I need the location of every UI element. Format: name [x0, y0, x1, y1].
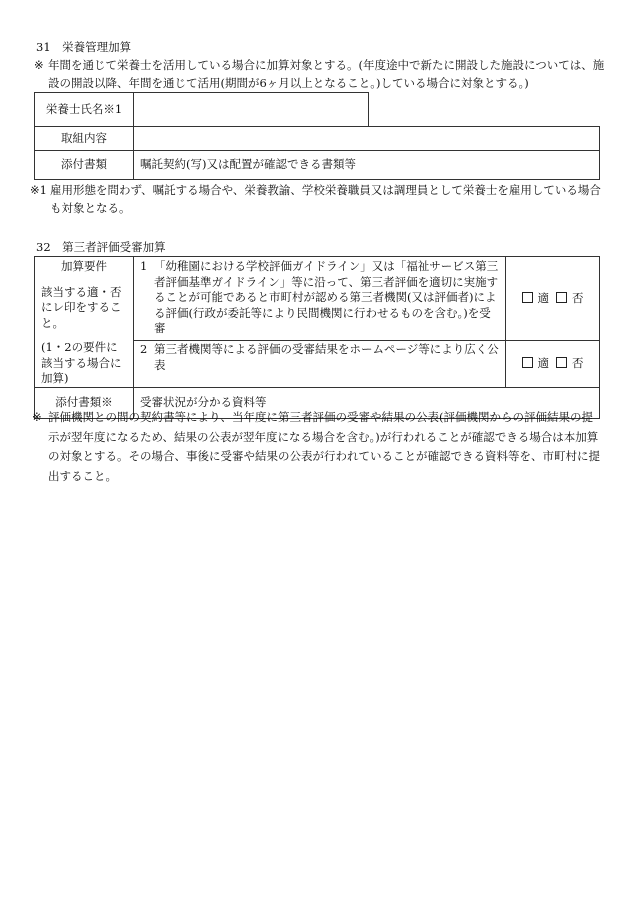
- requirement-title: 加算要件: [61, 259, 107, 273]
- nutritionist-name-label: 栄養士氏名※1: [35, 93, 134, 127]
- section-31-note-text: 年間を通じて栄養士を活用している場合に加算対象とする。(年度途中で新たに開設した施設については、施設の開設以降、年間を通じて活用(期間が6ヶ月以上となること。)している場合に対象とする。): [48, 58, 605, 90]
- requirement-1-cell: [134, 257, 506, 341]
- section-32-note-text: 評価機関との間の契約書等により、当年度に第三者評価の受審や結果の公表(評価機関からの評価結果の提示が翌年度になるため、結果の公表が翌年度になる場合を含む。)が行われることが確認できる場合は本加算の対象とする。その場合、事後に受審や結果の公表が行われていることが確認できる資料等を、市町村に提出すること。: [48, 410, 600, 483]
- attachment-value: 嘱託契約(写)又は配置が確認できる書類等: [134, 151, 600, 180]
- requirement-2-yes-checkbox[interactable]: [522, 357, 533, 368]
- requirement-1: [140, 259, 499, 337]
- requirement-1-no-checkbox[interactable]: [556, 292, 567, 303]
- requirement-1-check: [506, 257, 600, 341]
- initiative-label: 取組内容: [35, 127, 134, 151]
- requirement-1-no-label: 否: [572, 290, 584, 305]
- section-31-heading: 31 栄養管理加算: [36, 40, 132, 54]
- requirement-2-check: [506, 341, 600, 387]
- section-31-note: [34, 56, 606, 92]
- section-32-heading: 32 第三者評価受審加算: [36, 240, 166, 254]
- requirement-2-number: 2: [140, 342, 148, 357]
- initiative-field[interactable]: [134, 127, 600, 151]
- requirement-1-yes-checkbox[interactable]: [522, 292, 533, 303]
- requirement-2-no-label: 否: [572, 356, 584, 371]
- empty-cell: [369, 93, 600, 127]
- section-31-footnote: [30, 181, 604, 217]
- note-mark: ※: [34, 58, 44, 72]
- third-party-table: [34, 256, 600, 419]
- requirement-1-number: 1: [140, 259, 148, 273]
- requirement-2-yes-label: 適: [537, 356, 549, 371]
- requirement-1-yes-label: 適: [537, 290, 549, 305]
- attachment-label-32: 添付書類※: [35, 387, 134, 418]
- nutrition-table: [34, 92, 600, 180]
- requirement-2: [140, 342, 499, 373]
- nutritionist-name-field[interactable]: [134, 93, 369, 127]
- requirement-2-cell: [134, 341, 506, 387]
- note-mark-32: ※: [32, 410, 42, 424]
- requirement-instruction: 該当する適・否にレ印をすること。: [41, 284, 122, 330]
- requirement-2-no-checkbox[interactable]: [556, 357, 567, 368]
- footnote-mark: ※1: [30, 183, 47, 197]
- requirement-1-text: 「幼稚園における学校評価ガイドライン」又は「福祉サービス第三者評価基準ガイドライン」等に沿って、第三者評価を適切に実施することが可能であると市町村が認める第三者機関(又は評価者)による評価(行政が委託等により民間機関に行わせるものを含む。)を受審: [154, 259, 499, 335]
- requirement-condition: (1・2の要件に該当する場合に加算): [41, 340, 122, 385]
- requirement-label-cell: [35, 257, 134, 388]
- attachment-value-32: 受審状況が分かる資料等: [134, 387, 600, 418]
- section-31-footnote-text: 雇用形態を問わず、嘱託する場合や、栄養教諭、学校栄養職員又は調理員として栄養士を雇用している場合も対象となる。: [50, 183, 601, 215]
- section-32-note: [32, 408, 604, 486]
- requirement-2-text: 第三者機関等による評価の受審結果をホームページ等により広く公表: [154, 342, 499, 372]
- attachment-label: 添付書類: [35, 151, 134, 180]
